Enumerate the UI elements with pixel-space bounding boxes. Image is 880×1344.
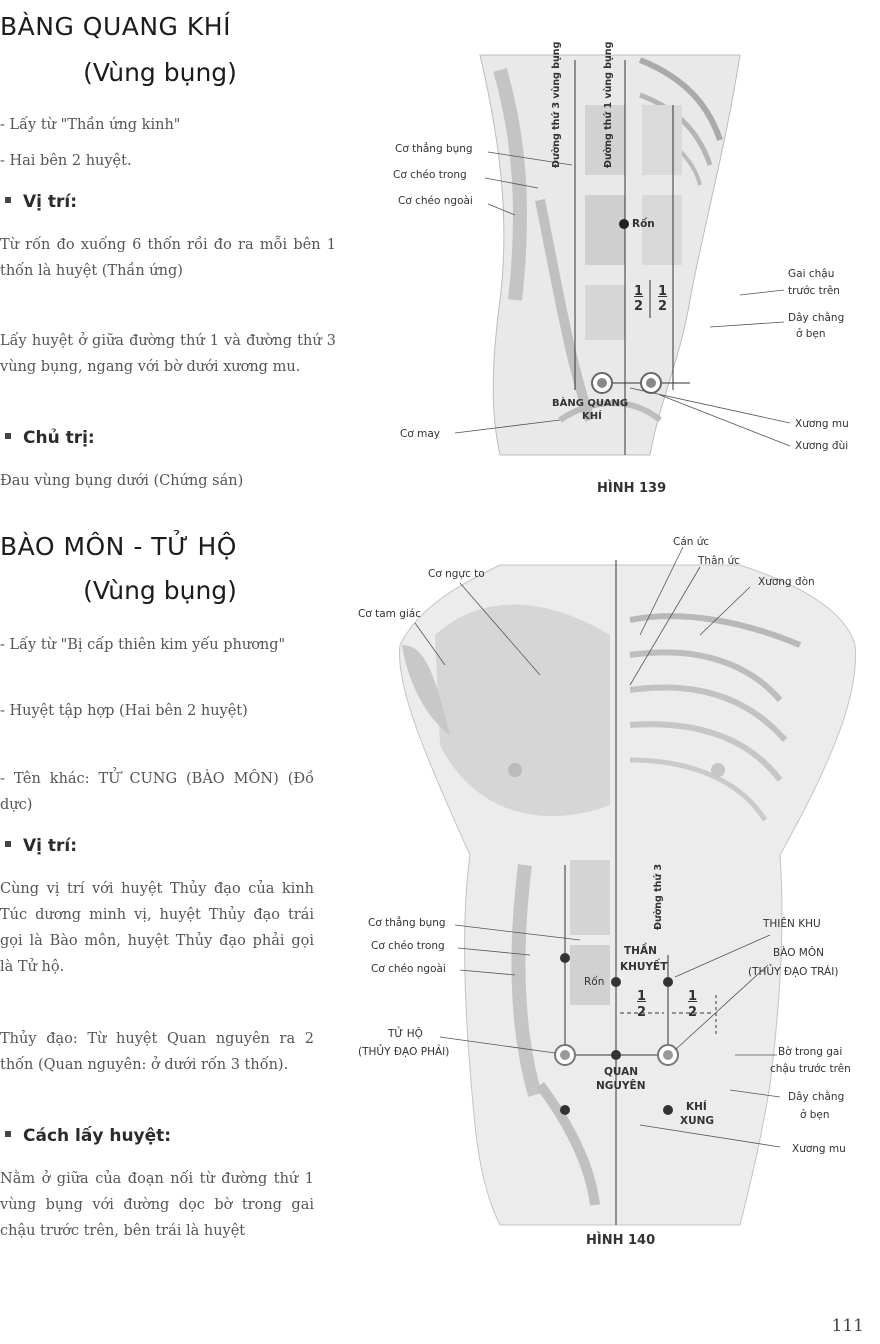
label-bao-mon-1: BÀO MÔN bbox=[773, 947, 824, 959]
section1-source: - Lấy từ "Thần ứng kinh" bbox=[0, 117, 181, 133]
section1-title: BÀNG QUANG KHÍ bbox=[0, 12, 231, 41]
label-half1-den: 2 bbox=[634, 299, 644, 314]
label-than-uc: Thân ức bbox=[698, 555, 740, 567]
section2-subtitle: (Vùng bụng) bbox=[83, 576, 237, 605]
section2-group: - Huyệt tập hợp (Hai bên 2 huyệt) bbox=[0, 703, 248, 719]
section1-location-p1: Từ rốn đo xuống 6 thốn rồi đo ra mỗi bên 1 thốn là huyệt (Thần ứng) bbox=[0, 237, 336, 279]
section1-indication-heading bbox=[5, 428, 95, 448]
label-f140-co-cheo-trong: Cơ chéo trong bbox=[371, 940, 445, 952]
label-co-nguc-to: Cơ ngực to bbox=[428, 568, 485, 580]
section2-location-p1: Cùng vị trí với huyệt Thủy đạo của kinh Túc dương minh vị, huyệt Thủy đạo trái gọi là Bào môn, huyệt Thủy đạo phải gọi là Tử hộ. bbox=[0, 881, 314, 975]
label-bo-trong-1: Bờ trong gai bbox=[778, 1046, 843, 1058]
bullet-icon bbox=[5, 433, 11, 439]
label-khi-xung-2: XUNG bbox=[680, 1115, 715, 1127]
label-f140-co-cheo-ngoai: Cơ chéo ngoài bbox=[371, 963, 446, 975]
label-xuong-dui: Xương đùi bbox=[795, 440, 849, 452]
figure-140-caption: HÌNH 140 bbox=[586, 1233, 656, 1248]
section2-source: - Lấy từ "Bị cấp thiên kim yếu phương" bbox=[0, 637, 286, 653]
label-bang-quang-1: BÀNG QUANG bbox=[552, 398, 629, 409]
label-co-thang-bung: Cơ thẳng bụng bbox=[395, 143, 473, 155]
section2-location-heading bbox=[5, 836, 77, 856]
label-f140-ron: Rốn bbox=[584, 976, 605, 988]
section2-location-p2: Thủy đạo: Từ huyệt Quan nguyên ra 2 thốn (Quan nguyên: ở dưới rốn 3 thốn). bbox=[0, 1031, 314, 1073]
label-co-may: Cơ may bbox=[400, 428, 440, 440]
bullet-icon bbox=[5, 1131, 11, 1137]
bullet-icon bbox=[5, 841, 11, 847]
section2-alias: - Tên khác: TỬ CUNG (BÀO MÔN) (Đồ dực) bbox=[0, 771, 314, 813]
label-half1-num: 1 bbox=[634, 284, 644, 299]
label-f140-half2-den: 2 bbox=[688, 1005, 698, 1020]
page-number: 111 bbox=[831, 1316, 864, 1336]
label-gai-chau-1: Gai chậu bbox=[788, 268, 835, 280]
label-f140-co-thang-bung: Cơ thẳng bụng bbox=[368, 917, 446, 929]
label-gai-chau-2: trước trên bbox=[788, 285, 840, 297]
section2-method-heading bbox=[5, 1126, 171, 1146]
figure-139-caption: HÌNH 139 bbox=[597, 481, 667, 496]
label-ron: Rốn bbox=[632, 218, 655, 230]
label-xuong-mu: Xương mu bbox=[795, 418, 849, 430]
heading-text: Vị trí: bbox=[23, 836, 78, 856]
label-f140-line3: Đường thứ 3 bbox=[653, 863, 664, 930]
section1-indication-text: Đau vùng bụng dưới (Chứng sán) bbox=[0, 473, 244, 489]
section1-subtitle: (Vùng bụng) bbox=[83, 58, 237, 87]
label-co-tam-giac: Cơ tam giác bbox=[358, 608, 421, 620]
section2-title: BÀO MÔN - TỬ HỘ bbox=[0, 532, 237, 561]
heading-text: Cách lấy huyệt: bbox=[23, 1126, 172, 1146]
heading-text: Chủ trị: bbox=[23, 428, 95, 448]
figure-139 bbox=[360, 0, 880, 510]
label-xuong-don: Xương đòn bbox=[758, 576, 815, 588]
section1-count: - Hai bên 2 huyệt. bbox=[0, 153, 132, 169]
label-co-cheo-ngoai: Cơ chéo ngoài bbox=[398, 195, 473, 207]
label-tu-ho-2: (THỦY ĐẠO PHẢI) bbox=[358, 1046, 450, 1058]
label-quan-nguyen-1: QUAN bbox=[604, 1066, 639, 1078]
label-co-cheo-trong: Cơ chéo trong bbox=[393, 169, 467, 181]
label-half2-num: 1 bbox=[658, 284, 668, 299]
label-f140-day-chang-2: ở bẹn bbox=[800, 1109, 830, 1121]
heading-text: Vị trí: bbox=[23, 192, 78, 212]
section2-method-text: Nằm ở giữa của đoạn nối từ đường thứ 1 vùng bụng với đường dọc bờ trong gai chậu trước trên, bên trái là huyệt bbox=[0, 1171, 314, 1239]
label-thien-khu: THIÊN KHU bbox=[763, 918, 821, 930]
label-bang-quang-2: KHÍ bbox=[582, 411, 602, 422]
label-f140-xuong-mu: Xương mu bbox=[792, 1143, 846, 1155]
label-f140-half2-num: 1 bbox=[688, 989, 698, 1004]
label-can-uc: Cán ức bbox=[673, 536, 710, 548]
label-day-chang-2: ở bẹn bbox=[796, 328, 826, 340]
label-than-khuyet-1: THẦN bbox=[624, 945, 657, 957]
label-bao-mon-2: (THỦY ĐẠO TRÁI) bbox=[748, 966, 839, 978]
figure-140 bbox=[340, 525, 880, 1265]
label-f140-day-chang-1: Dây chằng bbox=[788, 1091, 845, 1103]
label-quan-nguyen-2: NGUYÊN bbox=[596, 1080, 646, 1092]
label-f140-half1-den: 2 bbox=[637, 1005, 647, 1020]
label-bo-trong-2: chậu trước trên bbox=[770, 1063, 851, 1075]
label-half2-den: 2 bbox=[658, 299, 668, 314]
label-khi-xung-1: KHÍ bbox=[686, 1101, 707, 1113]
label-tu-ho-1: TỬ HỘ bbox=[388, 1028, 423, 1040]
section1-location-p2: Lấy huyệt ở giữa đường thứ 1 và đường thứ 3 vùng bụng, ngang với bờ dưới xương mu. bbox=[0, 333, 336, 375]
label-line3: Đường thứ 3 vùng bụng bbox=[551, 41, 562, 168]
section1-location-heading bbox=[5, 192, 77, 212]
bullet-icon bbox=[5, 197, 11, 203]
label-f140-half1-num: 1 bbox=[637, 989, 647, 1004]
label-than-khuyet-2: KHUYẾT bbox=[620, 961, 668, 973]
label-line1: Đường thứ 1 vùng bụng bbox=[603, 41, 614, 168]
label-day-chang-1: Dây chằng bbox=[788, 312, 845, 324]
